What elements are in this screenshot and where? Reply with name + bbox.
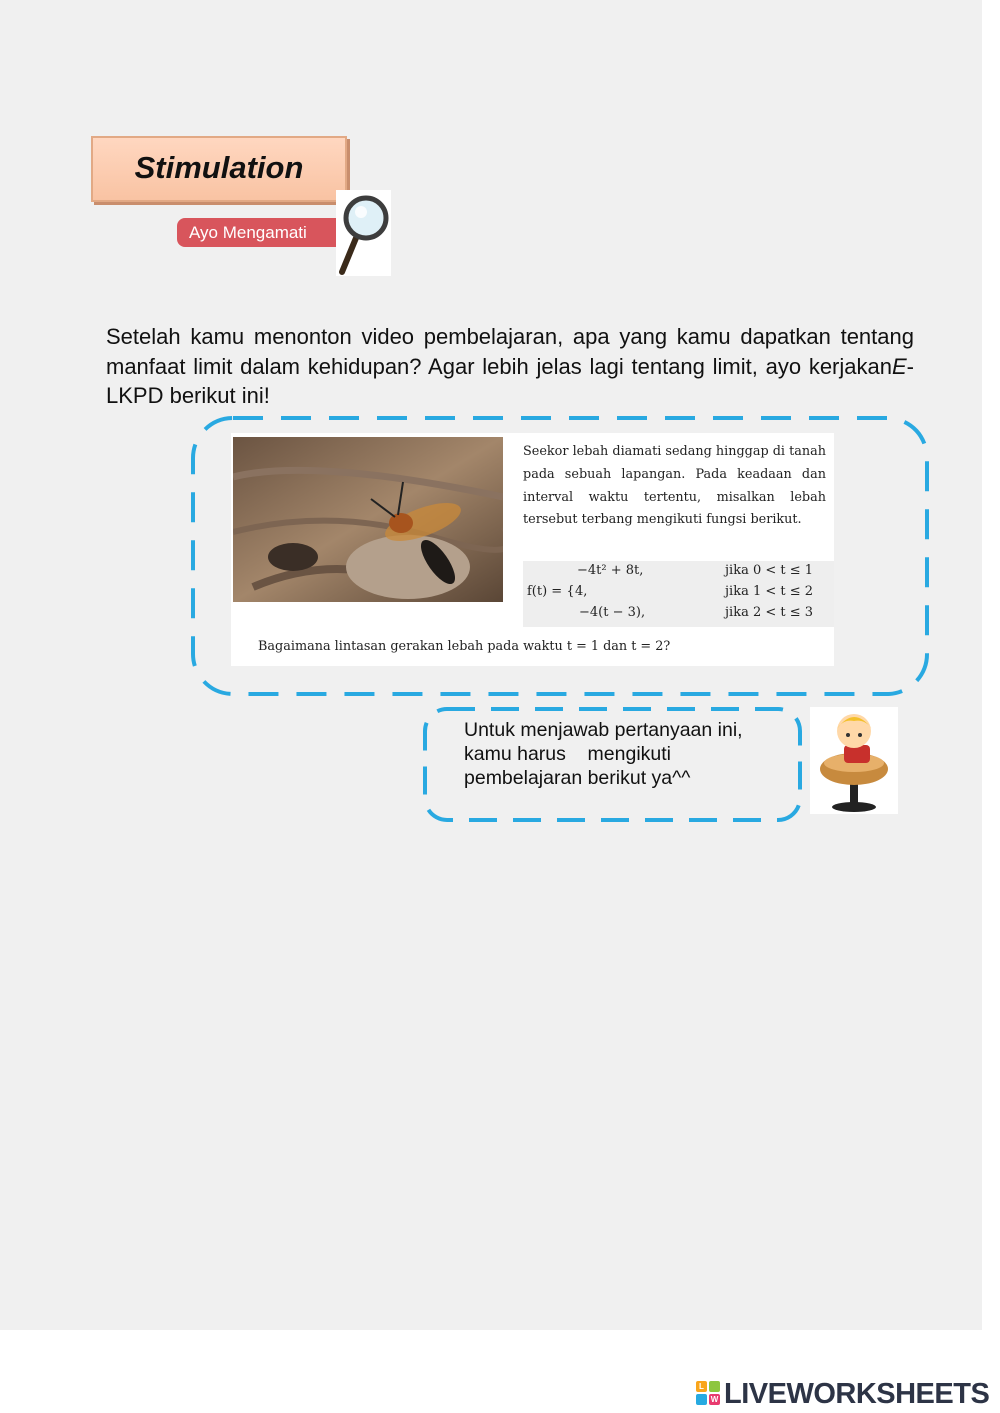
- stimulation-banner: [91, 136, 347, 202]
- logo-grid-icon: L W: [696, 1381, 722, 1407]
- bee-photo: [233, 437, 503, 602]
- case-expression: −4(t − 3),: [579, 605, 646, 620]
- case-condition: jika 1 < t ≤ 2: [725, 584, 814, 599]
- banner-title: Stimulation: [134, 150, 304, 185]
- case-condition: jika 2 < t ≤ 3: [725, 605, 814, 620]
- note-line: kamu harus mengikuti: [464, 743, 672, 765]
- note-line: pembelajaran berikut ya^^: [464, 767, 691, 789]
- case-expression: −4t² + 8t,: [577, 563, 644, 578]
- brand-name: LIVEWORKSHEETS: [724, 1378, 990, 1410]
- problem-card: [231, 433, 834, 666]
- piecewise-function: [523, 561, 834, 627]
- page-edge: [982, 0, 1000, 1330]
- instruction-note: [464, 718, 784, 790]
- problem-description: Seekor lebah diamati sedang hinggap di tanah pada sebuah lapangan. Pada keadaan dan interval waktu tertentu, misalkan lebah tersebut terbang mengikuti fungsi berikut.: [523, 444, 826, 528]
- case-condition: jika 0 < t ≤ 1: [725, 563, 814, 578]
- problem-question: Bagaimana lintasan gerakan lebah pada waktu t = 1 dan t = 2?: [258, 639, 671, 654]
- ayo-mengamati-label: Ayo Mengamati: [177, 218, 352, 247]
- intro-paragraph: Setelah kamu menonton video pembelajaran, apa yang kamu dapatkan tentang manfaat limit dalam kehidupan? Agar lebih jelas lagi tentang limit, ayo kerjakanE-LKPD berikut ini!: [106, 324, 914, 408]
- case-expression: 4,: [575, 584, 588, 599]
- magnifier-icon: [336, 190, 391, 276]
- student-character-icon: [810, 707, 898, 814]
- function-name: f(t) = {: [527, 584, 575, 599]
- note-line: Untuk menjawab pertanyaan ini,: [464, 719, 743, 741]
